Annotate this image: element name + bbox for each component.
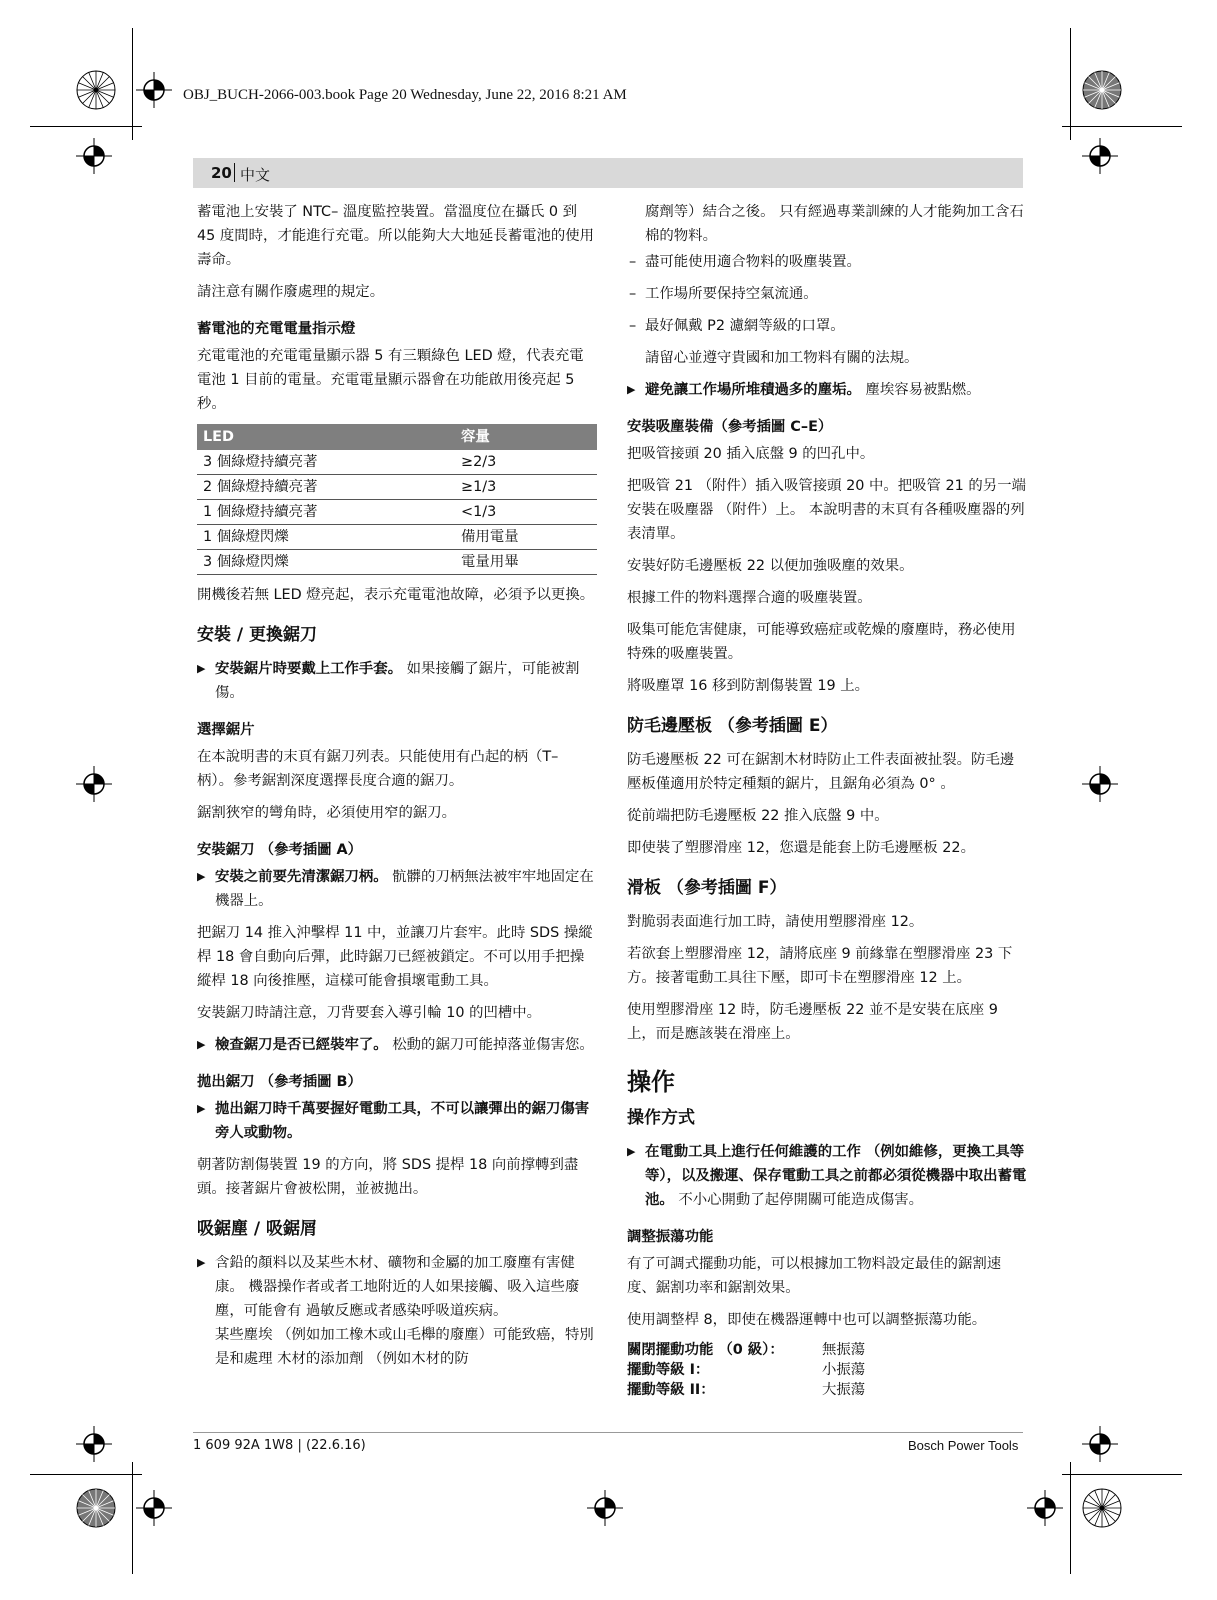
triangle-bullet-icon: ▶ bbox=[197, 662, 206, 675]
crop-mark bbox=[1062, 126, 1182, 127]
warning-item bbox=[197, 657, 597, 705]
footer-divider bbox=[193, 1432, 1023, 1433]
dash-text: 工作場所要保持空氣流通。 bbox=[645, 286, 818, 302]
language-label: 中文 bbox=[240, 166, 271, 184]
table-cell: 電量用畢 bbox=[455, 550, 597, 575]
charge-indicator-table bbox=[197, 424, 597, 575]
table-cell: 備用電量 bbox=[455, 525, 597, 550]
paragraph: 蓄電池上安裝了 NTC– 溫度監控裝置。當溫度位在攝氏 0 到 45 度間時，才能進行充電。所以能夠大大地延長蓄電池的使用壽命。 bbox=[197, 204, 595, 268]
starburst-mark-icon bbox=[76, 70, 116, 110]
table-row bbox=[197, 475, 597, 500]
crop-mark bbox=[1062, 1474, 1182, 1475]
paragraph: 防毛邊壓板 22 可在鋸割木材時防止工件表面被扯裂。防毛邊壓板僅適用於特定種類的鋸片，且鋸角必須為 0° 。 bbox=[627, 752, 1015, 792]
warning-bold: 拋出鋸刀時千萬要握好電動工具，不可以讓彈出的鋸刀傷害旁人或動物。 bbox=[215, 1101, 590, 1141]
warning-text: 如果接觸了鋸片，可能被割傷。 bbox=[215, 661, 580, 701]
right-column bbox=[627, 200, 1027, 1400]
table-row bbox=[197, 550, 597, 575]
starburst-mark-icon bbox=[1082, 70, 1122, 110]
table-cell: 1 個綠燈閃爍 bbox=[197, 525, 455, 550]
paragraph: 請留心並遵守貴國和加工物料有關的法規。 bbox=[645, 350, 919, 366]
left-column bbox=[197, 200, 597, 1379]
warning-text: 松動的鋸刀可能掉落並傷害您。 bbox=[387, 1037, 594, 1053]
registration-target-icon bbox=[587, 1490, 623, 1526]
table-cell: ≥1/3 bbox=[455, 475, 597, 500]
paragraph: 根據工件的物料選擇合適的吸塵裝置。 bbox=[627, 590, 872, 606]
paragraph: 開機後若無 LED 燈亮起，表示充電電池故障，必須予以更換。 bbox=[197, 587, 595, 603]
dash-text: 盡可能使用適合物料的吸塵裝置。 bbox=[645, 254, 861, 270]
crop-mark bbox=[1070, 28, 1071, 140]
warning-text: 骯髒的刀柄無法被牢牢地固定在機器上。 bbox=[215, 869, 594, 909]
starburst-mark-icon bbox=[76, 1488, 116, 1528]
level-value: 無振蕩 bbox=[822, 1342, 866, 1358]
warning-item bbox=[627, 378, 1027, 402]
registration-target-icon bbox=[1082, 766, 1118, 802]
registration-target-icon bbox=[76, 1426, 112, 1462]
table-cell: <1/3 bbox=[455, 500, 597, 525]
table-cell: 3 個綠燈持續亮著 bbox=[197, 450, 455, 475]
triangle-bullet-icon: ▶ bbox=[197, 1102, 206, 1115]
paragraph: 把吸管 21 （附件）插入吸管接頭 20 中。把吸管 21 的另一端安裝在吸塵器 （附件）上。 本說明書的末頁有各種吸塵器的列表清單。 bbox=[627, 478, 1026, 542]
section-heading: 蓄電池的充電電量指示燈 bbox=[197, 321, 356, 337]
section-heading: 吸鋸塵 / 吸鋸屑 bbox=[197, 1219, 318, 1239]
level-label: 擺動等級 I： bbox=[627, 1362, 710, 1378]
paragraph: 吸集可能危害健康，可能導致癌症或乾燥的廢塵時，務必使用特殊的吸塵裝置。 bbox=[627, 622, 1016, 662]
paragraph: 朝著防割傷裝置 19 的方向，將 SDS 提桿 18 向前撑轉到盡頭。接著鋸片會被松開，並被拋出。 bbox=[197, 1157, 579, 1197]
warning-bold: 檢查鋸刀是否已經裝牢了。 bbox=[215, 1037, 388, 1053]
table-header: LED bbox=[197, 424, 455, 450]
footer-doc-number: 1 609 92A 1W8 | (22.6.16) bbox=[193, 1438, 366, 1453]
registration-target-icon bbox=[76, 138, 112, 174]
crop-mark bbox=[1070, 1462, 1071, 1574]
warning-item bbox=[197, 1033, 597, 1057]
level-label: 關閉擺動功能 （0 級）： bbox=[627, 1342, 784, 1358]
dash-item: – 盡可能使用適合物料的吸塵裝置。 bbox=[629, 254, 861, 270]
warning-text: 含鉛的顏料以及某些木材、礦物和金屬的加工廢塵有害健康。 機器操作者或者工地附近的人如果接觸、吸入這些廢塵，可能會有 過敏反應或者感染呼吸道疾病。 bbox=[215, 1255, 580, 1319]
warning-item bbox=[197, 1251, 597, 1323]
section-heading: 安裝鋸刀 （參考插圖 A） bbox=[197, 842, 363, 858]
section-heading: 防毛邊壓板 （參考插圖 E） bbox=[627, 716, 838, 736]
section-heading: 滑板 （參考插圖 F） bbox=[627, 878, 787, 898]
triangle-bullet-icon: ▶ bbox=[197, 1038, 206, 1051]
level-value: 小振蕩 bbox=[822, 1362, 866, 1378]
warning-item bbox=[627, 1140, 1027, 1212]
paragraph: 使用塑膠滑座 12 時，防毛邊壓板 22 並不是安裝在底座 9 上，而是應該裝在滑座上。 bbox=[627, 1002, 998, 1042]
triangle-bullet-icon: ▶ bbox=[197, 870, 206, 883]
paragraph: 鋸割狹窄的彎角時，必須使用窄的鋸刀。 bbox=[197, 805, 457, 821]
warning-bold: 安裝之前要先清潔鋸刀柄。 bbox=[215, 869, 388, 885]
chapter-heading: 操作 bbox=[627, 1068, 675, 1096]
warning-text: 不小心開動了起停開關可能造成傷害。 bbox=[673, 1192, 924, 1208]
triangle-bullet-icon: ▶ bbox=[627, 383, 636, 396]
paragraph: 把鋸刀 14 推入沖擊桿 11 中，並讓刀片套牢。此時 SDS 操縱桿 18 會自動向后彈，此時鋸刀已經被鎖定。不可以用手把操縱桿 18 向後推壓，這樣可能會損壞電動工具。 bbox=[197, 925, 593, 989]
paragraph: 使用調整桿 8，即使在機器運轉中也可以調整振蕩功能。 bbox=[627, 1312, 987, 1328]
triangle-bullet-icon: ▶ bbox=[197, 1256, 206, 1269]
paragraph: 對脆弱表面進行加工時，請使用塑膠滑座 12。 bbox=[627, 914, 924, 930]
dash-text: 最好佩戴 P2 濾網等級的口罩。 bbox=[645, 318, 845, 334]
registration-target-icon bbox=[1027, 1490, 1063, 1526]
paragraph: 某些塵埃 （例如加工橡木或山毛櫸的廢塵）可能致癌，特別是和處理 木材的添加劑 （例如木材的防 bbox=[215, 1327, 594, 1367]
footer-brand: Bosch Power Tools bbox=[908, 1438, 1019, 1453]
paragraph: 即使裝了塑膠滑座 12，您還是能套上防毛邊壓板 22。 bbox=[627, 840, 975, 856]
section-heading: 操作方式 bbox=[627, 1108, 695, 1128]
registration-target-icon bbox=[136, 72, 172, 108]
registration-target-icon bbox=[76, 766, 112, 802]
page-header bbox=[193, 158, 1023, 188]
header-divider bbox=[234, 163, 235, 182]
level-label: 擺動等級 II： bbox=[627, 1382, 715, 1398]
warning-text: 塵埃容易被點燃。 bbox=[860, 382, 981, 398]
triangle-bullet-icon: ▶ bbox=[627, 1145, 636, 1158]
warning-item bbox=[197, 865, 597, 913]
table-row bbox=[197, 450, 597, 475]
paragraph: 將吸塵罩 16 移到防割傷裝置 19 上。 bbox=[627, 678, 869, 694]
warning-item bbox=[197, 1097, 597, 1145]
paragraph: 請注意有關作廢處理的規定。 bbox=[197, 284, 385, 300]
registration-target-icon bbox=[1082, 1426, 1118, 1462]
starburst-mark-icon bbox=[1082, 1488, 1122, 1528]
section-heading: 選擇鋸片 bbox=[197, 722, 255, 738]
table-row bbox=[197, 525, 597, 550]
warning-bold: 安裝鋸片時要戴上工作手套。 bbox=[215, 661, 403, 677]
warning-bold: 避免讓工作場所堆積過多的塵垢。 bbox=[645, 382, 861, 398]
crop-mark bbox=[30, 126, 142, 127]
section-heading: 安裝吸塵裝備（參考插圖 C–E） bbox=[627, 419, 833, 435]
paragraph: 安裝好防毛邊壓板 22 以便加強吸塵的效果。 bbox=[627, 558, 914, 574]
paragraph: 若欲套上塑膠滑座 12，請將底座 9 前緣靠在塑膠滑座 23 下方。接著電動工具往下壓，即可卡在塑膠滑座 12 上。 bbox=[627, 946, 1013, 986]
crop-mark bbox=[132, 1462, 133, 1574]
table-cell: 3 個綠燈閃爍 bbox=[197, 550, 455, 575]
registration-target-icon bbox=[136, 1490, 172, 1526]
paragraph: 腐劑等）結合之後。 只有經過專業訓練的人才能夠加工含石棉的物料。 bbox=[645, 204, 1024, 244]
table-header: 容量 bbox=[455, 424, 597, 450]
section-heading: 調整振蕩功能 bbox=[627, 1229, 714, 1245]
dash-item: – 最好佩戴 P2 濾網等級的口罩。 bbox=[629, 318, 845, 334]
paragraph: 有了可調式擺動功能，可以根據加工物料設定最佳的鋸割速度、鋸割功率和鋸割效果。 bbox=[627, 1256, 1002, 1296]
section-heading: 拋出鋸刀 （參考插圖 B） bbox=[197, 1074, 362, 1090]
paragraph: 把吸管接頭 20 插入底盤 9 的凹孔中。 bbox=[627, 446, 875, 462]
crop-mark bbox=[30, 1474, 142, 1475]
table-cell: 2 個綠燈持續亮著 bbox=[197, 475, 455, 500]
paragraph: 充電電池的充電電量顯示器 5 有三顆綠色 LED 燈，代表充電電池 1 目前的電量。充電電量顯示器會在功能啟用後亮起 5 秒。 bbox=[197, 348, 584, 412]
table-cell: ≥2/3 bbox=[455, 450, 597, 475]
paragraph: 從前端把防毛邊壓板 22 推入底盤 9 中。 bbox=[627, 808, 889, 824]
table-cell: 1 個綠燈持續亮著 bbox=[197, 500, 455, 525]
level-value: 大振蕩 bbox=[822, 1382, 866, 1398]
paragraph: 在本說明書的末頁有鋸刀列表。只能使用有凸起的柄（T– 柄）。參考鋸割深度選擇長度合適的鋸刀。 bbox=[197, 749, 559, 789]
paragraph: 安裝鋸刀時請注意，刀背要套入導引輪 10 的凹槽中。 bbox=[197, 1005, 542, 1021]
registration-target-icon bbox=[1082, 138, 1118, 174]
crop-mark bbox=[132, 28, 133, 140]
table-row bbox=[197, 500, 597, 525]
orbit-levels bbox=[627, 1340, 1027, 1400]
book-info: OBJ_BUCH-2066-003.book Page 20 Wednesday, June 22, 2016 8:21 AM bbox=[183, 87, 627, 103]
warning-bold: 在電動工具上進行任何維護的工作 （例如維修，更換工具等等），以及搬運、保存電動工具之前都必須從機器中取出蓄電池。 bbox=[645, 1144, 1027, 1208]
section-heading: 安裝 / 更換鋸刀 bbox=[197, 625, 318, 645]
dash-item: – 工作場所要保持空氣流通。 bbox=[629, 286, 818, 302]
page-number: 20 bbox=[211, 164, 232, 182]
